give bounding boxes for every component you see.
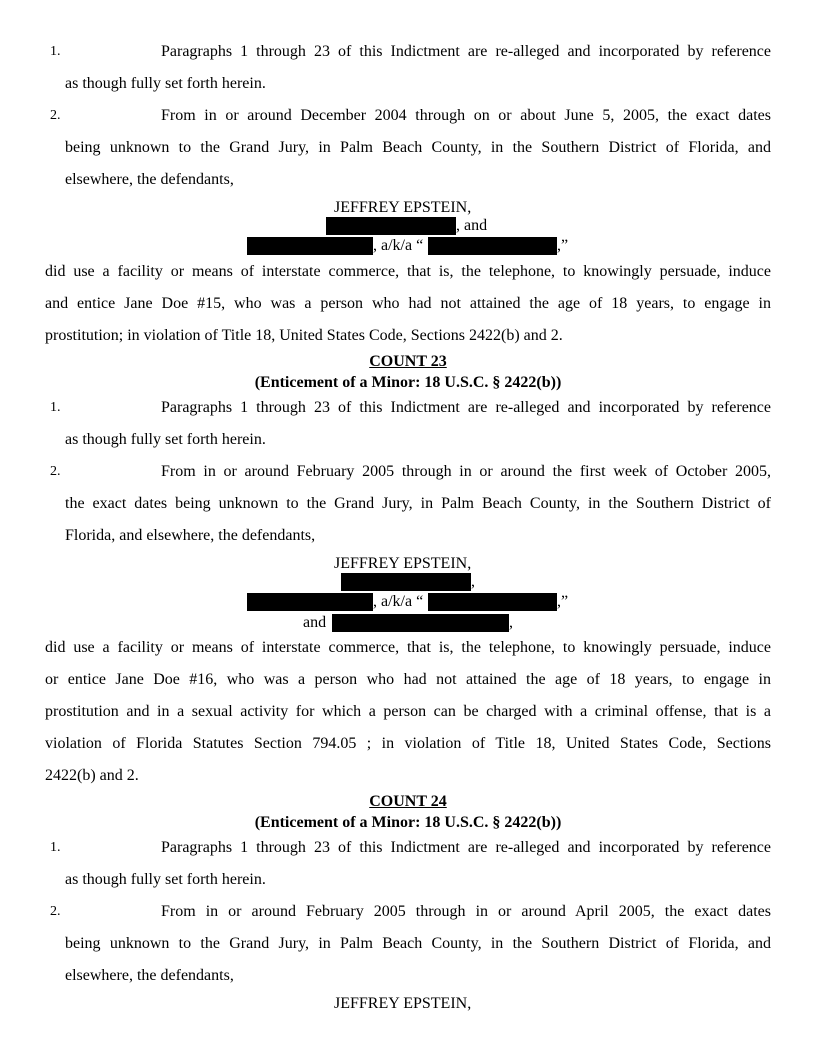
redaction-block [326,217,456,235]
paragraph-number: 1. [50,400,61,415]
alias-label: , a/k/a “ [373,237,424,254]
paragraph-text: as though fully set forth herein. [65,75,266,92]
paragraph-text: From in or around December 2004 through on or about June 5, 2005, the exact dates [161,107,771,124]
paragraph-text: and entice Jane Doe #15, who was a person who had not attained the age of 18 years, to engage in [45,295,771,312]
defendant-name: JEFFREY EPSTEIN, [334,555,472,572]
paragraph-text: Paragraphs 1 through 23 of this Indictment are re-alleged and incorporated by reference [161,839,771,856]
defendant-name: JEFFREY EPSTEIN, [334,995,472,1012]
defendant-separator: , [471,573,475,590]
count-title: COUNT 23 [369,353,447,370]
paragraph-text: Paragraphs 1 through 23 of this Indictment are re-alleged and incorporated by reference [161,43,771,60]
paragraph-text: being unknown to the Grand Jury, in Palm Beach County, in the Southern District of Florida, and [65,935,771,952]
paragraph-number: 2. [50,904,61,919]
redaction-block [428,593,557,611]
redaction-block [428,237,557,255]
paragraph-number: 2. [50,464,61,479]
alias-close: ,” [557,593,569,610]
defendant-separator: , [509,614,513,631]
paragraph-number: 2. [50,108,61,123]
count-title: COUNT 24 [369,793,447,810]
paragraph-text: Paragraphs 1 through 23 of this Indictment are re-alleged and incorporated by reference [161,399,771,416]
paragraph-text: violation of Florida Statutes Section 794.05 ; in violation of Title 18, United States Code, Sections [45,735,771,752]
paragraph-text: did use a facility or means of interstate commerce, that is, the telephone, to knowingly persuade, induce [45,639,771,656]
paragraph-text: elsewhere, the defendants, [65,967,234,984]
paragraph-text: did use a facility or means of interstate commerce, that is, the telephone, to knowingly persuade, induce [45,263,771,280]
paragraph-text: From in or around February 2005 through in or around the first week of October 2005, [161,463,771,480]
paragraph-text: elsewhere, the defendants, [65,171,234,188]
paragraph-text: being unknown to the Grand Jury, in Palm Beach County, in the Southern District of Florida, and [65,139,771,156]
paragraph-text: prostitution and in a sexual activity for which a person can be charged with a criminal offense, that is a [45,703,771,720]
count-subtitle: (Enticement of a Minor: 18 U.S.C. § 2422(b)) [254,374,562,391]
redaction-block [247,237,373,255]
paragraph-text: or entice Jane Doe #16, who was a person who had not attained the age of 18 years, to engage in [45,671,771,688]
paragraph-text: as though fully set forth herein. [65,871,266,888]
paragraph-text: as though fully set forth herein. [65,431,266,448]
alias-close: ,” [557,237,569,254]
redaction-block [332,614,509,632]
paragraph-number: 1. [50,840,61,855]
paragraph-text: the exact dates being unknown to the Grand Jury, in Palm Beach County, in the Southern District of [65,495,771,512]
paragraph-number: 1. [50,44,61,59]
paragraph-text: From in or around February 2005 through in or around April 2005, the exact dates [161,903,771,920]
defendant-separator: , and [456,217,488,234]
defendant-name: JEFFREY EPSTEIN, [334,199,472,216]
alias-label: , a/k/a “ [373,593,424,610]
count-subtitle: (Enticement of a Minor: 18 U.S.C. § 2422(b)) [254,814,562,831]
paragraph-text: 2422(b) and 2. [45,767,139,784]
paragraph-text: Florida, and elsewhere, the defendants, [65,527,316,544]
defendant-conjunction: and [303,614,327,631]
redaction-block [341,573,471,591]
redaction-block [247,593,373,611]
paragraph-text: prostitution; in violation of Title 18, United States Code, Sections 2422(b) and 2. [45,327,563,344]
